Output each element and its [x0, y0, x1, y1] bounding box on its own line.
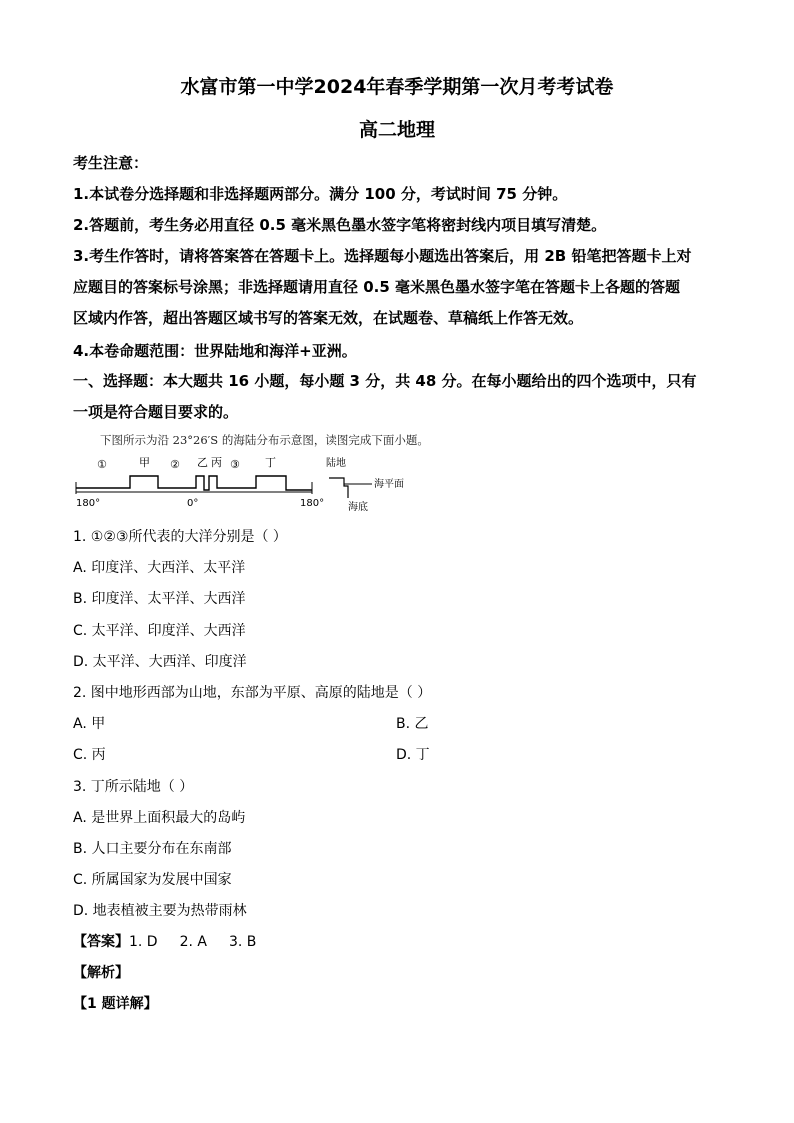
question-3-option-b[interactable]: B. 人口主要分布在东南部 [73, 841, 232, 857]
notice-item-3-cont-2: 区域内作答，超出答题区域书写的答案无效，在试题卷、草稿纸上作答无效。 [73, 309, 584, 327]
question-3-option-d[interactable]: D. 地表植被主要为热带雨林 [73, 903, 247, 919]
land-bing-label: 丙 [211, 456, 222, 469]
answer-label: 【答案】 [73, 934, 129, 950]
question-2-option-d[interactable]: D. 丁 [396, 747, 430, 763]
analysis-label: 【解析】 [73, 965, 129, 981]
question-2-stem: 2. 图中地形西部为山地，东部为平原、高原的陆地是（ ） [73, 685, 432, 701]
question-2-option-a[interactable]: A. 甲 [73, 716, 106, 732]
notice-item-3: 3.考生作答时，请将答案答在答题卡上。选择题每小题选出答案后，用 2B 铅笔把答题卡上对 [73, 247, 692, 265]
question-1-option-c[interactable]: C. 太平洋、印度洋、大西洋 [73, 623, 246, 639]
notice-item-3-cont-1: 应题目的答案标号涂黑；非选择题请用直径 0.5 毫米黑色墨水签字笔在答题卡上各题的答题 [73, 278, 681, 296]
answer-2: 2. A [179, 934, 207, 950]
detail-label: 【1 题详解】 [73, 996, 158, 1012]
question-2-option-b[interactable]: B. 乙 [396, 716, 429, 732]
legend-land-label: 陆地 [326, 458, 346, 469]
answer-line [73, 931, 256, 951]
question-2-option-c[interactable]: C. 丙 [73, 747, 106, 763]
question-3-option-a[interactable]: A. 是世界上面积最大的岛屿 [73, 810, 246, 826]
sea-land-diagram [72, 452, 432, 514]
land-jia-label: 甲 [139, 456, 150, 469]
land-sea-profile [76, 476, 312, 490]
longitude-180-left: 180° [76, 498, 101, 509]
land-ding-label: 丁 [265, 456, 276, 469]
question-1-stem: 1. ①②③所代表的大洋分别是（ ） [73, 529, 287, 545]
notice-heading: 考生注意： [73, 154, 149, 172]
question-3-option-c[interactable]: C. 所属国家为发展中国家 [73, 872, 232, 888]
answer-1: 1. D [129, 934, 158, 950]
figure-caption: 下图所示为沿 23°26′S 的海陆分布示意图，读图完成下面小题。 [100, 433, 429, 447]
notice-item-1: 1.本试卷分选择题和非选择题两部分。满分 100 分，考试时间 75 分钟。 [73, 185, 568, 203]
longitude-180-right: 180° [300, 498, 325, 509]
legend-sea-level-label: 海平面 [374, 479, 404, 490]
section-heading-line-1: 一、选择题：本大题共 16 小题，每小题 3 分，共 48 分。在每小题给出的四个选项中，只有 [73, 372, 697, 390]
ocean-2-label: ② [170, 458, 180, 471]
ocean-3-label: ③ [230, 458, 240, 471]
legend-sea-floor-label: 海底 [348, 502, 368, 513]
section-heading-line-2: 一项是符合题目要求的。 [73, 403, 239, 421]
answer-3: 3. B [228, 934, 257, 950]
question-1-option-b[interactable]: B. 印度洋、太平洋、大西洋 [73, 591, 246, 607]
legend-profile [329, 478, 348, 498]
land-yi-label: 乙 [197, 456, 208, 469]
question-1-option-a[interactable]: A. 印度洋、大西洋、太平洋 [73, 560, 246, 576]
exam-title: 水富市第一中学2024年春季学期第一次月考考试卷 [180, 76, 614, 98]
ocean-1-label: ① [97, 458, 107, 471]
notice-item-4: 4.本卷命题范围：世界陆地和海洋+亚洲。 [73, 342, 357, 360]
exam-subtitle: 高二地理 [358, 119, 435, 141]
notice-item-2: 2.答题前，考生务必用直径 0.5 毫米黑色墨水签字笔将密封线内项目填写清楚。 [73, 216, 607, 234]
longitude-0: 0° [187, 498, 199, 509]
question-3-stem: 3. 丁所示陆地（ ） [73, 779, 194, 795]
question-1-option-d[interactable]: D. 太平洋、大西洋、印度洋 [73, 654, 247, 670]
